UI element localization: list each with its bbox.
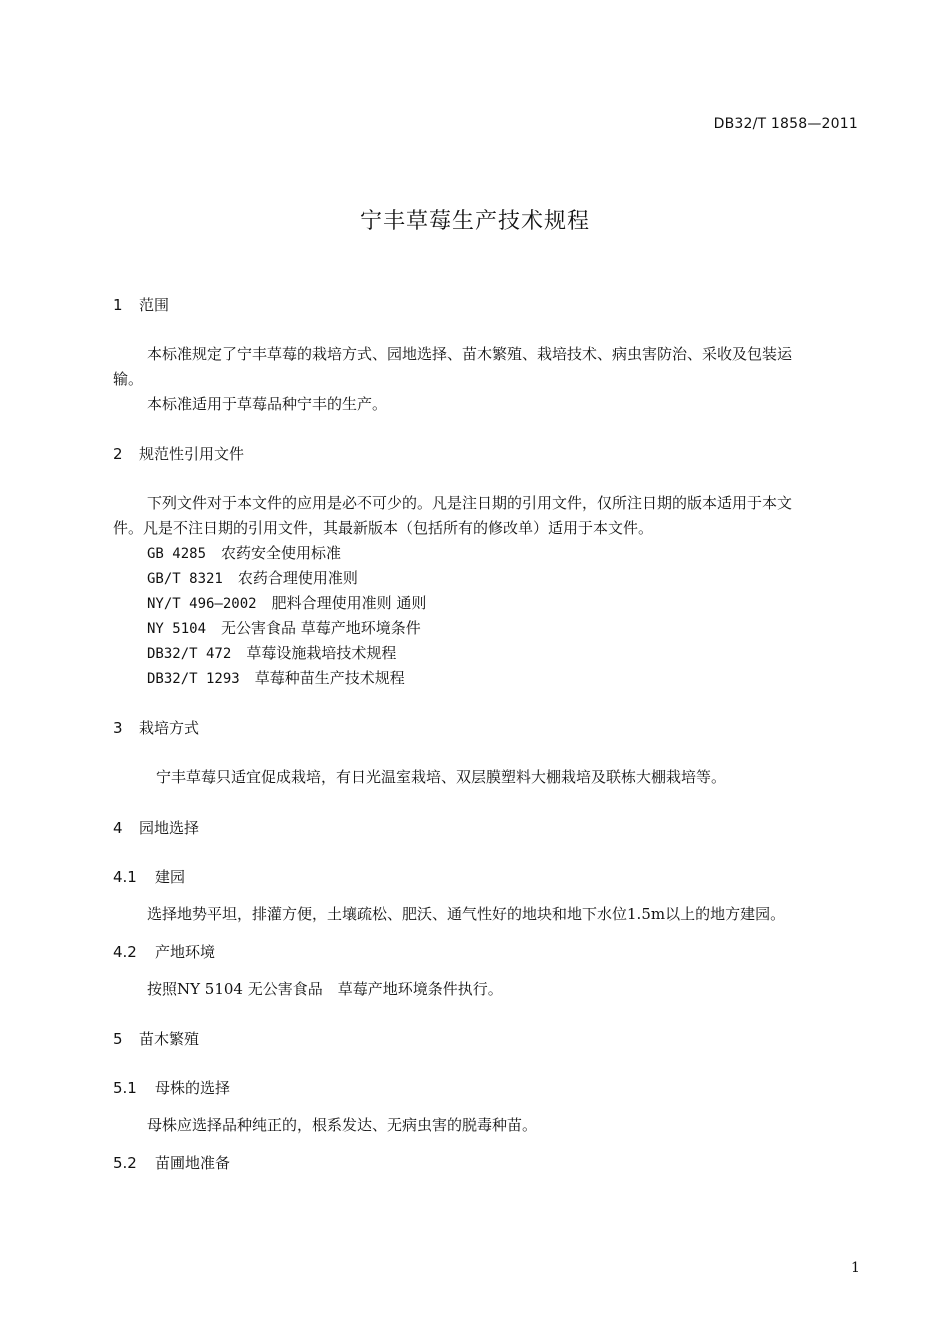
paragraph-line: 输。 [113,370,144,388]
section-heading-1 [113,294,169,315]
paragraph-line: 件。凡是不注日期的引用文件，其最新版本（包括所有的修改单）适用于本文件。 [113,519,654,537]
section-title: 规范性引用文件 [139,445,245,463]
reference-item [147,667,405,688]
subsection-heading-5-2 [113,1152,230,1173]
paragraph-line: 本标准适用于草莓品种宁丰的生产。 [147,395,388,413]
section-heading-2 [113,443,244,464]
paragraph-line: 宁丰草莓只适宜促成栽培，有日光温室栽培、双层膜塑料大棚栽培及联栋大棚栽培等。 [156,768,727,786]
section-title: 苗木繁殖 [139,1030,200,1048]
paragraph-line: 本标准规定了宁丰草莓的栽培方式、园地选择、苗木繁殖、栽培技术、病虫害防治、采收及包装运 [147,345,793,363]
reference-item [147,542,341,563]
subsection-title: 建园 [155,868,186,886]
subsection-number: 4.2 [113,943,137,961]
reference-name: 草莓设施栽培技术规程 [246,644,397,662]
reference-code: GB/T 8321 [147,571,223,587]
subsection-heading-4-2 [113,941,215,962]
reference-code: DB32/T 1293 [147,671,240,687]
document-title: 宁丰草莓生产技术规程 [359,209,590,234]
reference-name: 农药合理使用准则 [237,569,358,587]
subsection-heading-4-1 [113,866,185,887]
reference-item [147,642,396,663]
reference-name: 草莓种苗生产技术规程 [254,669,405,687]
page-number: 1 [851,1260,860,1276]
subsection-number: 4.1 [113,868,137,886]
subsection-heading-5-1 [113,1077,230,1098]
section-title: 范围 [139,296,170,314]
section-title: 园地选择 [139,819,200,837]
section-number: 2 [113,445,123,463]
reference-item [147,567,358,588]
reference-item [147,617,421,638]
reference-code: GB 4285 [147,546,207,562]
paragraph-line: 下列文件对于本文件的应用是必不可少的。凡是注日期的引用文件，仅所注日期的版本适用于本文 [147,494,793,512]
section-title: 栽培方式 [139,719,200,737]
paragraph-line: 母株应选择品种纯正的，根系发达、无病虫害的脱毒种苗。 [147,1116,538,1134]
section-number: 4 [113,819,123,837]
section-heading-4 [113,817,199,838]
reference-name: 肥料合理使用准则 通则 [271,594,427,612]
section-number: 5 [113,1030,123,1048]
reference-code: DB32/T 472 [147,646,232,662]
subsection-title: 产地环境 [155,943,216,961]
section-number: 3 [113,719,123,737]
subsection-title: 苗圃地准备 [155,1154,231,1172]
subsection-number: 5.1 [113,1079,137,1097]
reference-name: 农药安全使用标准 [221,544,342,562]
document-code: DB32/T 1858—2011 [713,116,858,132]
subsection-title: 母株的选择 [155,1079,231,1097]
reference-item [147,592,426,613]
reference-code: NY/T 496—2002 [147,596,257,612]
paragraph-line: 按照NY 5104 无公害食品 草莓产地环境条件执行。 [147,980,503,998]
paragraph-line: 选择地势平坦，排灌方便，土壤疏松、肥沃、通气性好的地块和地下水位1.5m以上的地方建园。 [147,905,786,923]
section-heading-3 [113,717,199,738]
reference-code: NY 5104 [147,621,207,637]
subsection-number: 5.2 [113,1154,137,1172]
reference-name: 无公害食品 草莓产地环境条件 [221,619,421,637]
section-number: 1 [113,296,123,314]
section-heading-5 [113,1028,199,1049]
